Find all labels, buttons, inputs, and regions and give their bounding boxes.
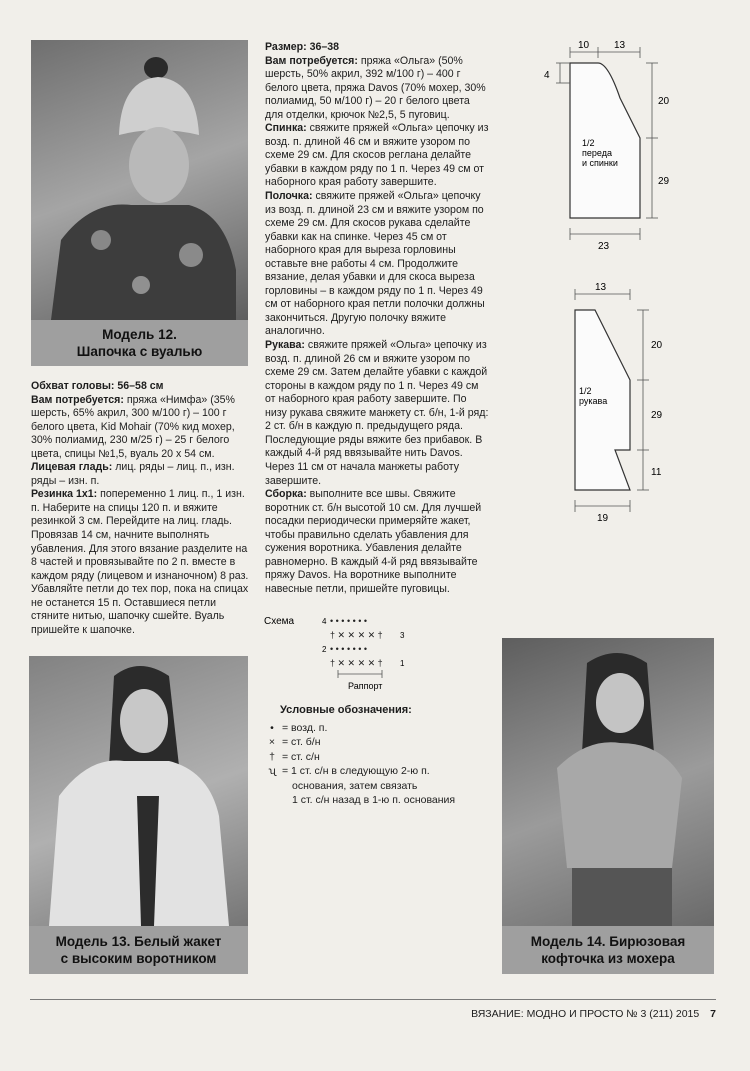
model-12-title: Шапочка с вуалью [76, 344, 203, 359]
hat-model-illustration [31, 40, 248, 320]
sleeve-fraction: 1/2 [579, 386, 592, 396]
model-13-instructions [265, 41, 490, 596]
page-footer [420, 1008, 716, 1020]
sleeve-diagram [555, 280, 715, 525]
legend-item [262, 750, 492, 765]
legend-sc-text: = ст. б/н [282, 736, 321, 748]
back-label: Спинка: [265, 122, 307, 135]
page-number: 7 [710, 1008, 716, 1020]
legend-item [262, 721, 492, 736]
front-text: свяжите пряжей «Ольга» цепочку из возд. п. длиной 23 см и вяжите узором по схеме 29 см. Для скосов рукава сделайте убавки как на спинке. Через 45 см от наборного края для выреза горловины оставьте вне работы 4 см. Продолжите вязание, делая убавки и для скоса выреза горловины – в каждом ряду по 1 п. Через 49 см от наборного края петли полочки должны закончиться. Другую полочку вяжите аналогично. [265, 190, 485, 338]
sc-symbol-icon: × [268, 736, 276, 748]
chain-symbol-icon: • [270, 721, 274, 734]
sleeve-dim-b: 29 [651, 410, 663, 421]
model-13-photo [29, 656, 248, 926]
legend-chain-text: = возд. п. [282, 721, 328, 734]
model-12-instructions [31, 380, 251, 637]
legend-dc-text: = ст. с/н [282, 750, 320, 763]
model-14-caption [502, 926, 714, 974]
model-13-caption [29, 926, 248, 974]
model-13-title-line2: с высоким воротником [60, 951, 217, 966]
model-12-number: Модель 12. [102, 327, 177, 342]
dim-top-b: 13 [614, 40, 626, 51]
rib-text: попеременно 1 лиц. п., 1 изн. п. Наберите на спицы 120 п. и вяжите резинкой 3 см. Перейдите на лиц. гладь. Провязав 14 см, начните выполнять убавления. Для этого вязание разделите на 8 частей и провязывайте по 2 п. вместе в каждом ряду (лицевом и изнаночном) 8 раз. Убавляйте петли до тех пор, пока на спицах не останется 15 п. Оставшиеся петли стяните нитью, шапочку сшейте. Вуаль пришейте к шапочке. [31, 488, 249, 636]
head-size: Обхват головы: 56–58 см [31, 380, 164, 392]
jacket-model-illustration [29, 656, 248, 926]
legend-cross-line-3: 1 ст. с/н назад в 1-ю п. основания [292, 794, 456, 806]
legend-item [262, 764, 492, 779]
piece-name-1: переда [582, 148, 612, 158]
crossed-dc-symbol-icon: ʯ [268, 765, 276, 777]
model-14-photo [502, 638, 714, 926]
jacket-materials-label: Вам потребуется: [265, 54, 358, 67]
row-4: 4 [322, 617, 327, 626]
row-3: 3 [400, 631, 405, 640]
legend-cross-line-2: основания, затем связать [292, 779, 418, 792]
materials-label: Вам потребуется: [31, 393, 124, 406]
dim-bottom: 23 [598, 241, 610, 252]
sweater-model-illustration [502, 638, 714, 926]
svg-text:† ✕ ✕ ✕ ✕ †: † ✕ ✕ ✕ ✕ † [330, 658, 383, 668]
magazine-issue: ВЯЗАНИЕ: МОДНО И ПРОСТО № 3 (211) 2015 [471, 1008, 700, 1020]
sleeve-dim-a: 20 [651, 340, 663, 351]
sleeve-label: Рукава: [265, 339, 305, 352]
sleeve-dim-bottom: 19 [597, 513, 609, 524]
front-label: Полочка: [265, 190, 313, 203]
model-14-title-line2: кофточка из мохера [541, 951, 675, 966]
symbols-legend [262, 703, 492, 808]
legend-title: Условные обозначения: [280, 704, 412, 716]
sleeve-name: рукава [579, 396, 608, 406]
sleeve-dim-c: 11 [651, 467, 662, 478]
materials-text: пряжа «Нимфа» (35% шерсть, 65% акрил, 300 м/100 г) – 100 г белого цвета, Kid Mohair (70% кид мохер, 30% полиамид, 230 м/25 г) – 25 г белого цвета, спицы №1,5, вуаль 20 x 54 см. [31, 393, 235, 460]
rib-label: Резинка 1x1: [31, 488, 98, 501]
assembly-text: выполните все швы. Свяжите воротник ст. б/н высотой 10 см. Для лучшей посадки периодически примеряйте жакет, чтобы правильно сделать убавления для сужения воротника. Убавления делайте равномерно. В каждый 4-й ряд ввязывайте пряжу Davos. На воротнике выполните навесные петли, пришейте пуговицы. [265, 488, 482, 595]
scheme-label: Схема [264, 616, 295, 627]
sleeve-dim-top: 13 [595, 282, 607, 293]
model-13-title-line1: Модель 13. Белый жакет [55, 934, 222, 949]
model-14-title-line1: Модель 14. Бирюзовая [530, 934, 686, 949]
row-1: 1 [400, 659, 405, 668]
svg-text:• • • • • • •: • • • • • • • [330, 644, 368, 654]
stitch-scheme [262, 612, 427, 698]
jacket-materials-text: пряжа «Ольга» (50% шерсть, 50% акрил, 392 м/100 г) – 400 г белого цвета, пряжа Davos (70% мохер, 30% полиамид, 50 м/100 г) – 20 г белого цвета для отделки, крючок №2,5, 5 пуговиц. [265, 54, 486, 121]
stockinette-text: лиц. ряды – лиц. п., изн. ряды – изн. п. [31, 461, 235, 487]
dc-symbol-icon: † [269, 750, 275, 763]
piece-name-2: и спинки [582, 158, 618, 168]
sleeve-text: свяжите пряжей «Ольга» цепочку из возд. п. длиной 26 см и вяжите узором по схеме 29 см. Затем делайте убавки с каждой стороны в каждом ряду по 1 п. Через 49 см от наборного края работу завершите. По низу рукава свяжите манжету ст. б/н, 1-й ряд: 2 ст. б/н в каждую п. предыдущего ряда. Последующие ряды вяжите без прибавок. В каждый 4-й ряд ввязывайте нить Davos. Через 11 см от начала манжеты работу завершите. [265, 339, 489, 487]
legend-item [262, 735, 492, 750]
stockinette-label: Лицевая гладь: [31, 461, 113, 474]
front-back-diagram [530, 38, 720, 253]
repeat-label: Раппорт [348, 681, 383, 691]
piece-fraction: 1/2 [582, 138, 595, 148]
dim-right-a: 20 [658, 96, 670, 107]
row-2: 2 [322, 645, 327, 654]
legend-cross-line-1: = 1 ст. с/н в следующую 2-ю п. [282, 765, 430, 777]
dim-right-b: 29 [658, 176, 670, 187]
dim-left: 4 [544, 70, 550, 81]
back-text: свяжите пряжей «Ольга» цепочку из возд. п. длиной 46 см и вяжите узором по схеме 29 см. Для скосов реглана делайте убавки в каждом ряду по 1 п. Через 49 см от наборного края работу завершите. [265, 122, 489, 189]
model-12-photo [31, 40, 248, 320]
assembly-label: Сборка: [265, 488, 307, 501]
svg-text:† ✕ ✕ ✕ ✕ †: † ✕ ✕ ✕ ✕ † [330, 630, 383, 640]
footer-divider [30, 999, 716, 1000]
jacket-size: Размер: 36–38 [265, 41, 340, 53]
model-12-caption [31, 320, 248, 366]
svg-text:• • • • • • •: • • • • • • • [330, 616, 368, 626]
dim-top-a: 10 [578, 40, 590, 51]
